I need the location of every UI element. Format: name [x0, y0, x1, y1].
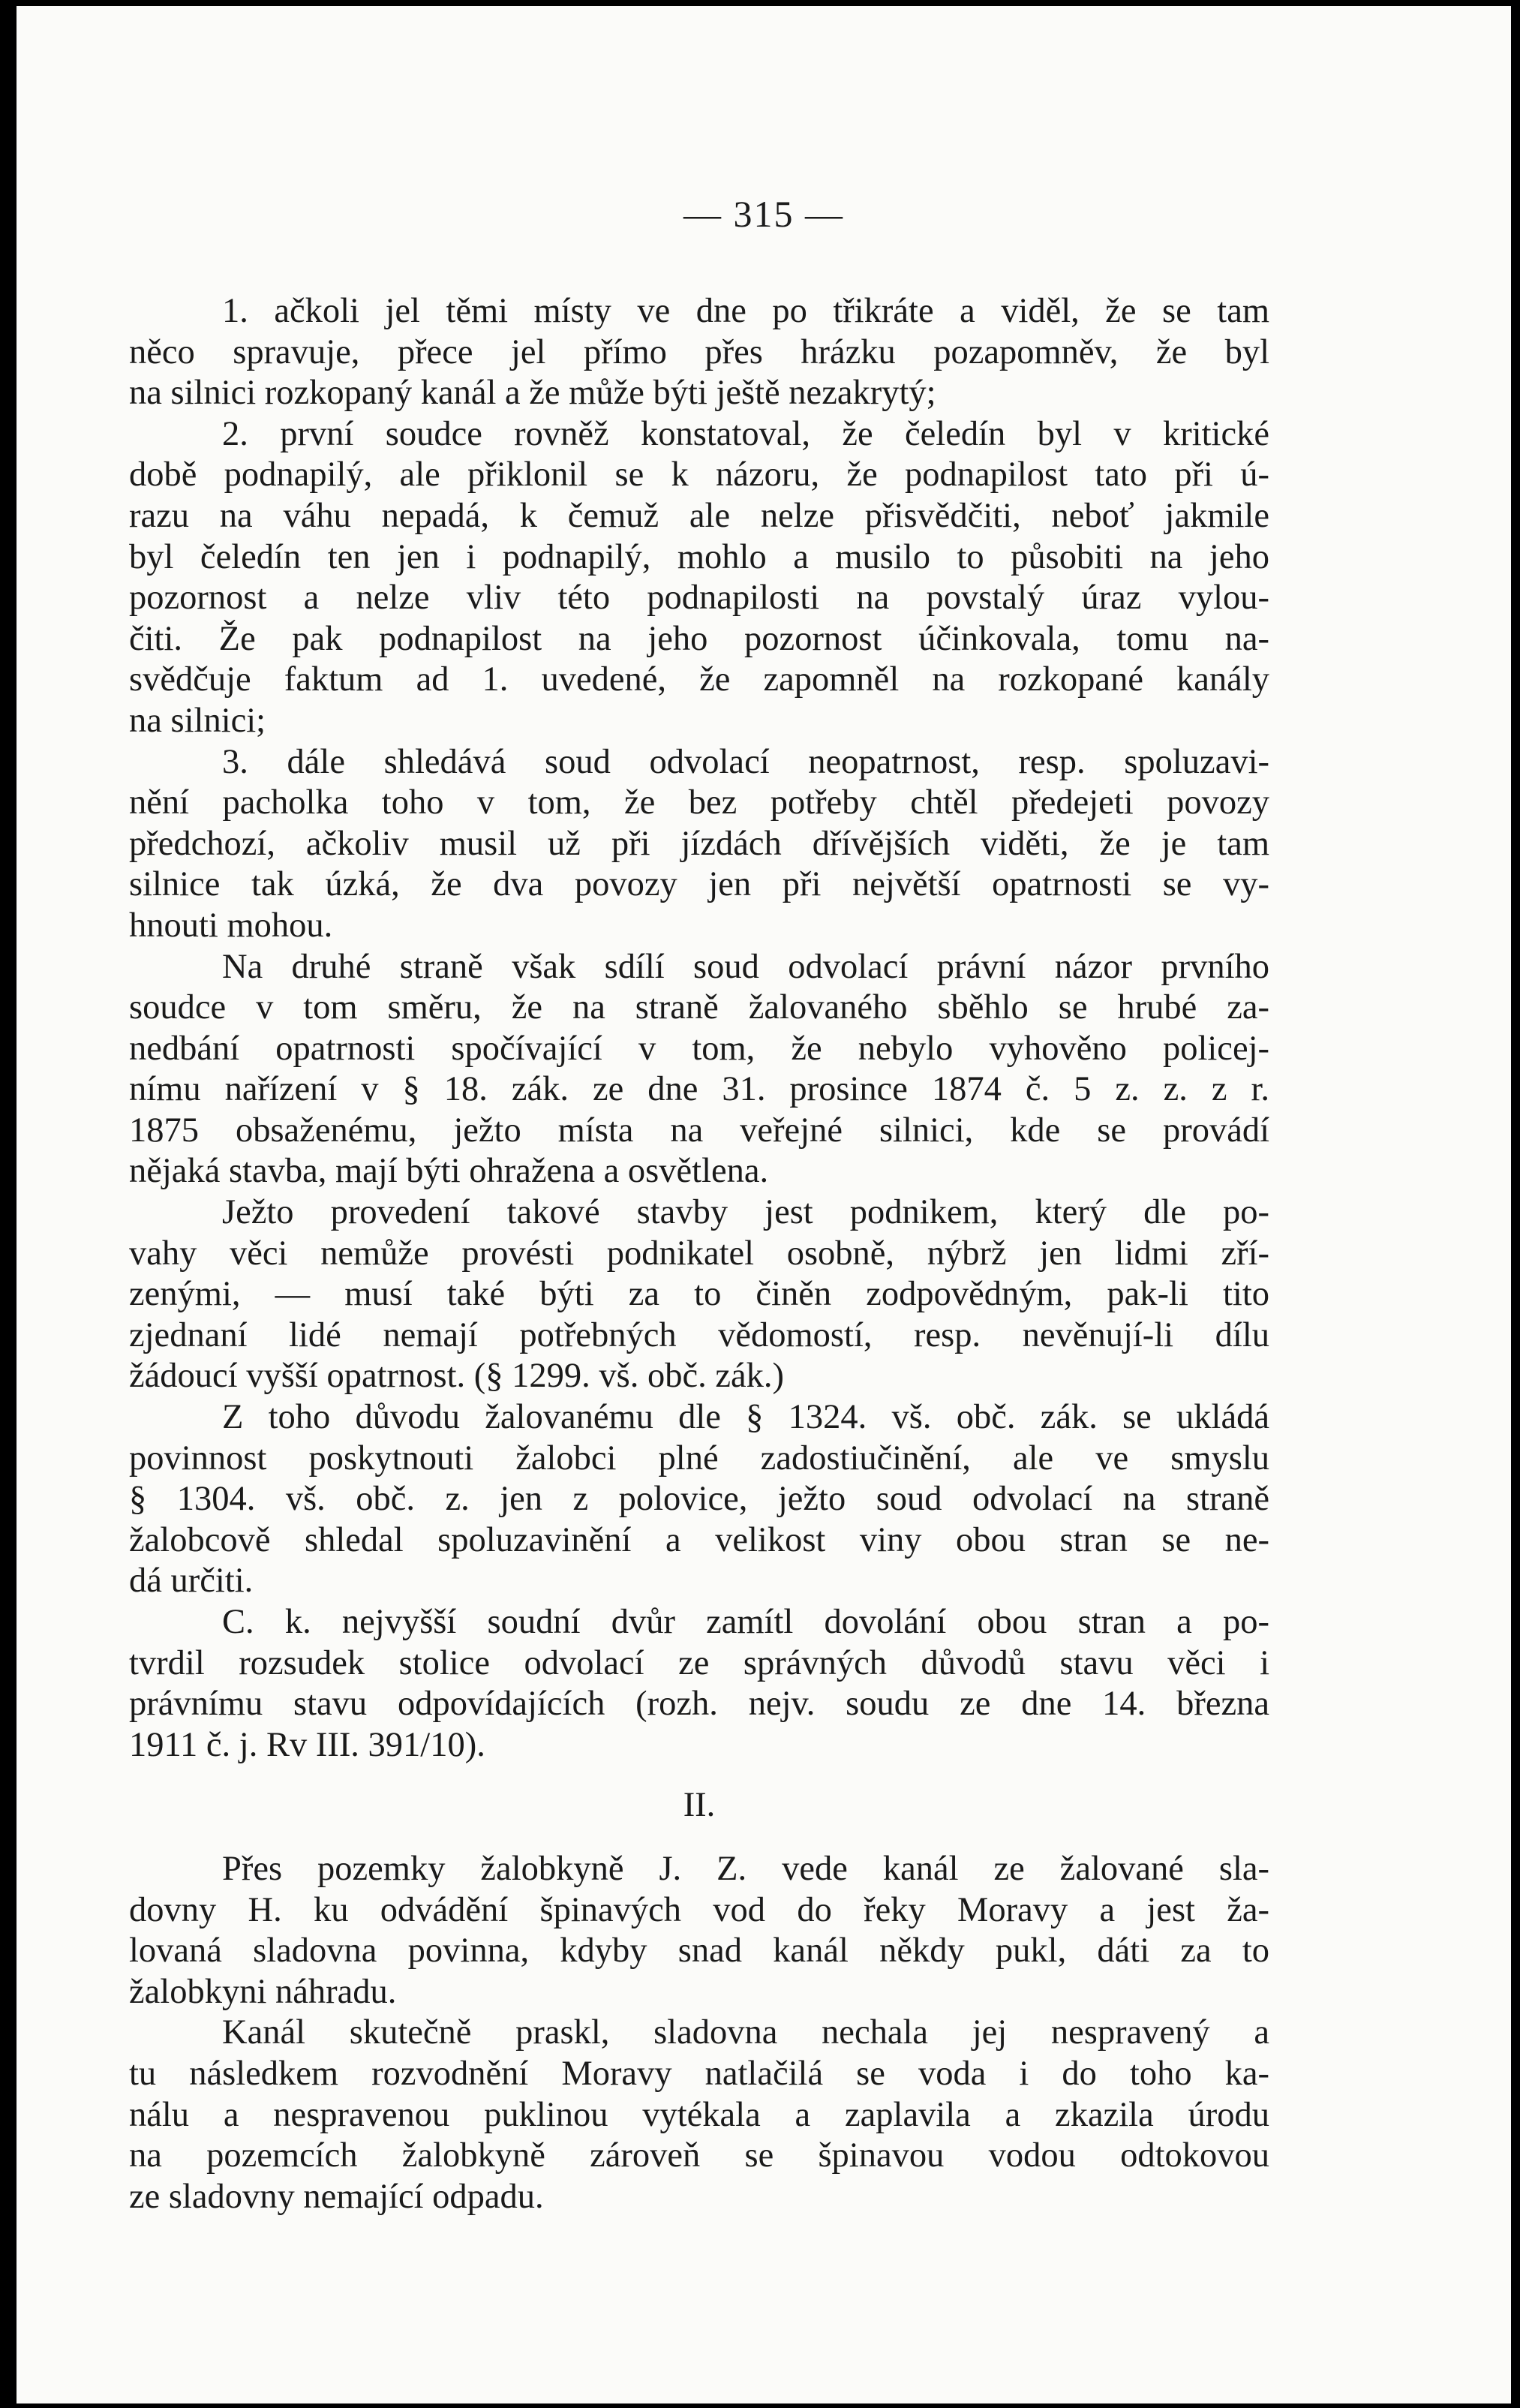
text-line: na silnici rozkopaný kanál a že může býti ještě nezakrytý;: [129, 374, 936, 413]
text-line: právnímu stavu odpovídajících (rozh. nejv. soudu ze dne 14. března: [129, 1685, 1269, 1724]
text-line: hnouti mohou.: [129, 906, 333, 945]
text-line: dá určiti.: [129, 1562, 254, 1601]
page-number: — 315 —: [683, 193, 844, 235]
text-line: tvrdil rozsudek stolice odvolací ze správných důvodů stavu věci i: [129, 1643, 1269, 1682]
text-line: na silnici;: [129, 701, 266, 740]
text-line: pozornost a nelze vliv této podnapilosti na povstalý úraz vylou-: [129, 579, 1269, 618]
text-line: Kanál skutečně praskl, sladovna nechala jej nespravený a: [222, 2013, 1269, 2052]
text-line: nění pacholka toho v tom, že bez potřeby chtěl předejeti povozy: [129, 783, 1269, 822]
text-line: žalobcově shledal spoluzavinění a velikost viny obou stran se ne-: [129, 1520, 1269, 1559]
paragraph-6: [129, 1397, 1269, 1602]
text-line: 1875 obsaženému, ježto místa na veřejné silnici, kde se provádí: [129, 1111, 1269, 1150]
text-line: svědčuje faktum ad 1. uvedené, že zapomněl na rozkopané kanály: [129, 660, 1269, 699]
text-line: 2. první soudce rovněž konstatoval, že čeledín byl v kritické: [222, 414, 1269, 453]
section-heading: II.: [683, 1786, 716, 1825]
paragraph-2: [129, 414, 1269, 742]
text-line: žalobkyni náhradu.: [129, 1972, 397, 2011]
paragraph-9: [129, 2013, 1269, 2217]
text-line: povinnost poskytnouti žalobci plné zadostiučinění, ale ve smyslu: [129, 1438, 1269, 1478]
text-line: C. k. nejvyšší soudní dvůr zamítl dovolání obou stran a po-: [222, 1603, 1269, 1641]
text-line: § 1304. vš. obč. z. jen z polovice, ježto soud odvolací na straně: [129, 1480, 1269, 1519]
text-line: 3. dále shledává soud odvolací neopatrnost, resp. spoluzavi-: [222, 742, 1269, 781]
text-line: Z toho důvodu žalovanému dle § 1324. vš. obč. zák. se ukládá: [222, 1398, 1269, 1437]
text-line: 1911 č. j. Rv III. 391/10).: [129, 1725, 485, 1764]
paragraph-4: [129, 947, 1269, 1193]
text-line: době podnapilý, ale přiklonil se k názoru, že podnapilost tato při ú-: [129, 455, 1269, 495]
text-line: nedbání opatrnosti spočívající v tom, že nebylo vyhověno policej-: [129, 1029, 1269, 1068]
text-line: zenými, — musí také býti za to činěn zodpovědným, pak-li tito: [129, 1275, 1269, 1314]
text-line: nějaká stavba, mají býti ohražena a osvětlena.: [129, 1152, 769, 1191]
paragraph-7: [129, 1602, 1269, 1766]
text-line: dovny H. ku odvádění špinavých vod do řeky Moravy a jest ža-: [129, 1890, 1269, 1929]
text-line: předchozí, ačkoliv musil už při jízdách dřívějších viděti, že je tam: [129, 824, 1269, 863]
text-line: ze sladovny nemající odpadu.: [129, 2177, 544, 2216]
paragraph-8: [129, 1849, 1269, 2013]
text-line: silnice tak úzká, že dva povozy jen při největší opatrnosti se vy-: [129, 865, 1269, 904]
paragraph-5: [129, 1192, 1269, 1397]
text-line: tu následkem rozvodnění Moravy natlačilá se voda i do toho ka-: [129, 2054, 1269, 2093]
text-line: nálu a nespravenou puklinou vytékala a zaplavila a zkazila úrodu: [129, 2095, 1269, 2134]
text-line: zjednaní lidé nemají potřebných vědomostí, resp. nevěnují-li dílu: [129, 1315, 1269, 1354]
text-line: na pozemcích žalobkyně zároveň se špinavou vodou odtokovou: [129, 2136, 1269, 2175]
text-line: čiti. Že pak podnapilost na jeho pozornost účinkovala, tomu na-: [129, 619, 1269, 658]
book-page: [17, 6, 1511, 2403]
text-line: žádoucí vyšší opatrnost. (§ 1299. vš. obč. zák.): [129, 1357, 784, 1396]
text-line: Na druhé straně však sdílí soud odvolací právní názor prvního: [222, 947, 1269, 986]
text-line: 1. ačkoli jel těmi místy ve dne po třikráte a viděl, že se tam: [222, 292, 1269, 330]
text-line: něco spravuje, přece jel přímo přes hrázku pozapomněv, že byl: [129, 332, 1269, 371]
text-line: Přes pozemky žalobkyně J. Z. vede kanál ze žalované sla-: [222, 1849, 1269, 1888]
text-line: razu na váhu nepadá, k čemuž ale nelze přisvědčiti, neboť jakmile: [129, 496, 1269, 535]
text-line: lovaná sladovna povinna, kdyby snad kanál někdy pukl, dáti za to: [129, 1932, 1269, 1971]
text-line: soudce v tom směru, že na straně žalovaného sběhlo se hrubé za-: [129, 988, 1269, 1027]
paragraph-1: [129, 291, 1269, 414]
body-text: [129, 291, 1269, 2217]
text-line: nímu nařízení v § 18. zák. ze dne 31. prosince 1874 č. 5 z. z. z r.: [129, 1070, 1269, 1109]
text-line: Ježto provedení takové stavby jest podnikem, který dle po-: [222, 1193, 1269, 1232]
text-line: byl čeledín ten jen i podnapilý, mohlo a musilo to působiti na jeho: [129, 537, 1269, 576]
text-line: vahy věci nemůže provésti podnikatel osobně, nýbrž jen lidmi zří-: [129, 1234, 1269, 1273]
paragraph-3: [129, 742, 1269, 947]
